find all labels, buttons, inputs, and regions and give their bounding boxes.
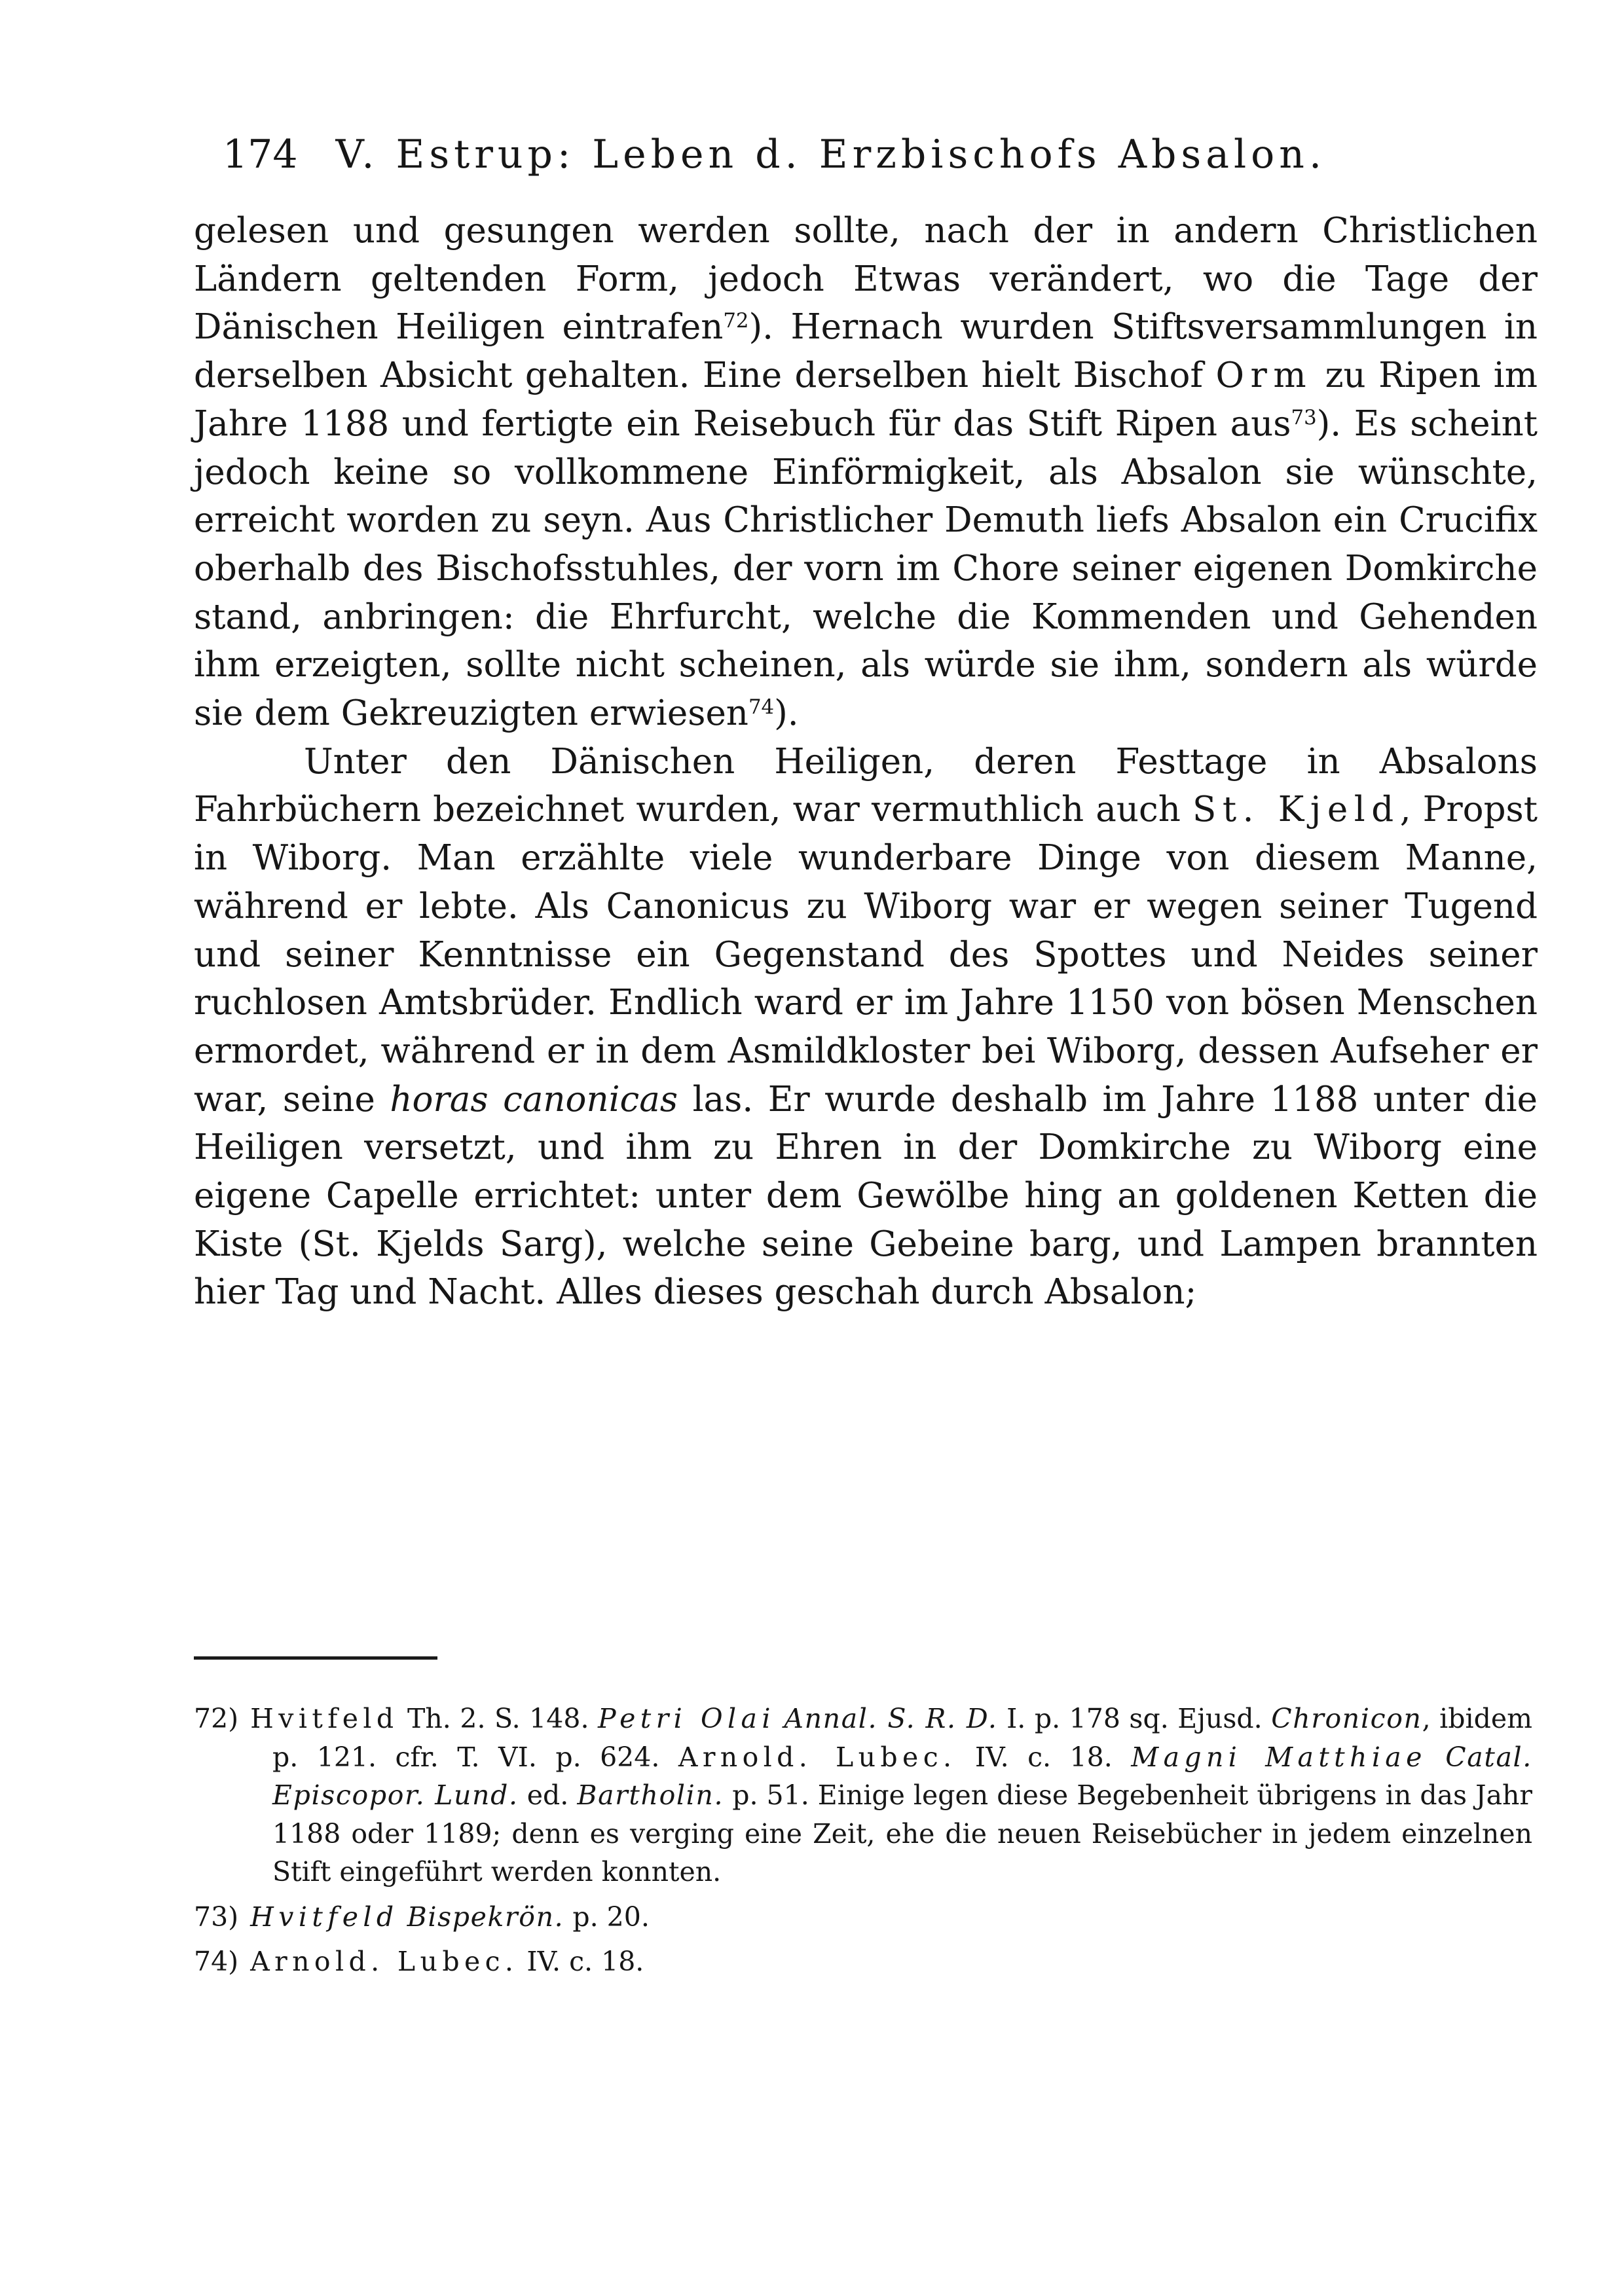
text-run: zu Ripen im Jahre 1188 und fertigte ein Reisebuch für das Stift Ripen aus xyxy=(194,355,1538,444)
text-run: , Propst in Wiborg. Man erzählte viele wunderbare Dinge von diesem Manne, während er lebte. Als Canonicus zu Wiborg war er wegen seiner Tugend und seiner Kenntnisse ein Gegenstand des Spottes und Neides seiner ruchlosen Amtsbrüder. Endlich ward er im Jahre 1150 von bösen Menschen ermordet, während er in dem Asmildkloster bei Wiborg, dessen Aufseher er war, seine xyxy=(194,790,1538,1120)
footnote-number: 72) xyxy=(194,1703,239,1734)
text-run: ). xyxy=(774,693,799,734)
text-run: Th. 2. S. 148. xyxy=(398,1703,599,1734)
text-run: p. 20. xyxy=(564,1901,650,1933)
footnote-number: 74) xyxy=(194,1946,239,1977)
footnote-reference-73: 73 xyxy=(1291,405,1317,429)
text-run: I. p. 178 sq. Ejusd. xyxy=(997,1703,1272,1734)
name-orm: Orm xyxy=(1215,355,1313,396)
text-run: Unter den Dänischen Heiligen, deren Festtage in Absalons Fahrbüchern bezeichnet wurden, war vermuthlich auch xyxy=(194,741,1538,830)
page-number: 174 xyxy=(223,132,298,177)
text-run: las. Er wurde deshalb im Jahre 1188 unter die Heiligen versetzt, und ihm zu Ehren in der Domkirche zu Wiborg eine eigene Capelle errichtet: unter dem Gewölbe hing an goldenen Ketten die Kiste (St. Kjelds Sarg), welche seine Gebeine barg, und Lampen brannten hier Tag und Nacht. Alles dieses geschah durch Absalon; xyxy=(194,1079,1538,1313)
paragraph-1 xyxy=(194,207,1538,738)
text-run: p. 51. Einige legen diese Begebenheit übrigens in das Jahr 1188 oder 1189; denn es verging eine Zeit, ehe die neuen Reisebücher in jedem einzelnen Stift eingeführt werden konnten. xyxy=(272,1779,1533,1887)
main-text xyxy=(194,207,1538,1317)
footnote-reference-72: 72 xyxy=(723,309,749,333)
author-petri-olai: Petri Olai xyxy=(598,1703,775,1734)
text-run: ). Hernach wurden Stiftsversammlungen in derselben Absicht gehalten. Eine derselben hielt Bischof xyxy=(194,307,1538,396)
paragraph-2 xyxy=(194,738,1538,1317)
author-bartholin: Bartholin. xyxy=(577,1779,724,1811)
text-run: IV. c. 18. xyxy=(956,1741,1132,1773)
text-run: ed. xyxy=(518,1779,578,1811)
text-run xyxy=(775,1703,784,1734)
author-hvitfeld: Hvitfeld xyxy=(250,1901,399,1933)
text-run xyxy=(399,1901,407,1933)
text-run: , ibidem p. 121. cfr. T. VI. p. 624. xyxy=(272,1703,1532,1773)
title-catal: Catal. Episcopor. Lund. xyxy=(272,1741,1532,1811)
title-bispekron: Bispekrön. xyxy=(407,1901,564,1933)
footnotes xyxy=(194,1700,1532,1981)
text-run xyxy=(1427,1741,1445,1773)
footnote-73 xyxy=(194,1898,1532,1937)
italic-horas-canonicas: horas canonicas xyxy=(390,1079,678,1120)
name-st-kjeld: St. Kjeld xyxy=(1192,790,1400,830)
author-magni-matthiae: Magni Matthiae xyxy=(1131,1741,1427,1773)
author-hvitfeld: Hvitfeld xyxy=(250,1703,399,1734)
title-annal: Annal. S. R. D. xyxy=(784,1703,998,1734)
footnote-reference-74: 74 xyxy=(748,695,775,720)
text-run: IV. c. 18. xyxy=(518,1946,644,1977)
text-run: ). Es scheint jedoch keine so vollkommene Einförmigkeit, als Absalon sie wünschte, erreicht worden zu seyn. Aus Christlicher Demuth liefs Absalon ein Crucifix oberhalb des Bischofsstuhles, der vorn im Chore seiner eigenen Domkirche stand, anbringen: die Ehrfurcht, welche die Kommenden und Gehenden ihm erzeigten, sollte nicht scheinen, als würde sie ihm, sondern als würde sie dem Gekreuzigten erwiesen xyxy=(194,403,1538,734)
footnote-72 xyxy=(194,1700,1532,1891)
author-arnold: Arnold. Lubec. xyxy=(250,1946,519,1977)
title-chronicon: Chronicon xyxy=(1271,1703,1422,1734)
running-head xyxy=(223,128,1545,181)
text-run: gelesen und gesungen werden sollte, nach der in andern Christlichen Ländern geltenden Form, jedoch Etwas verändert, wo die Tage der Dänischen Heiligen eintrafen xyxy=(194,211,1538,348)
author-arnold: Arnold. Lubec. xyxy=(678,1741,957,1773)
footnote-74 xyxy=(194,1942,1532,1981)
running-title: V. Estrup: Leben d. Erzbischofs Absalon. xyxy=(335,132,1327,177)
footnote-number: 73) xyxy=(194,1901,239,1933)
footnote-divider xyxy=(194,1656,437,1660)
